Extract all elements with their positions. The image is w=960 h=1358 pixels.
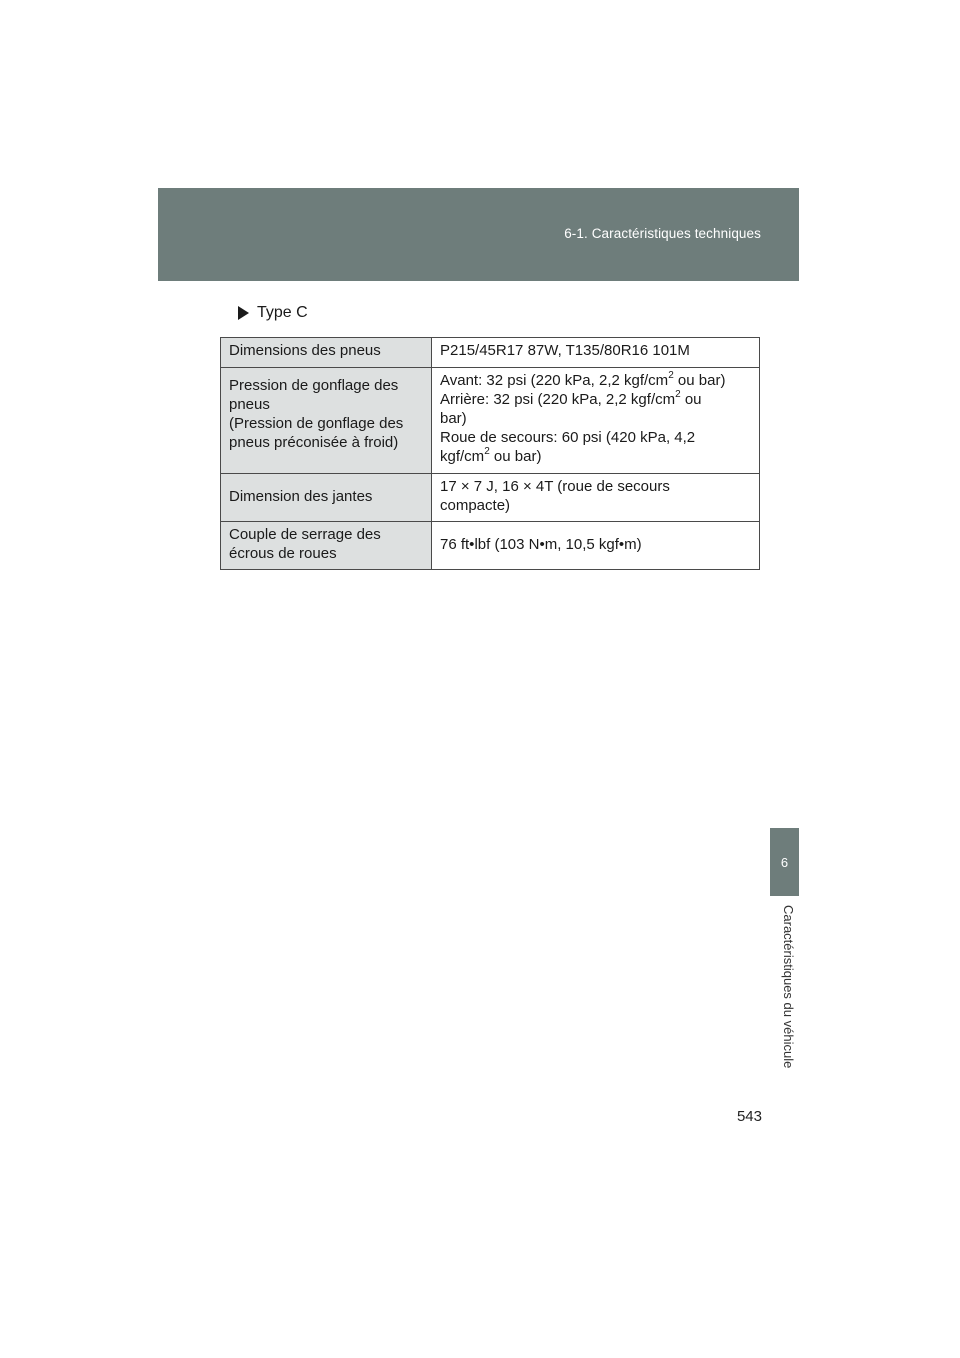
type-heading bbox=[238, 304, 308, 322]
row-label bbox=[221, 338, 432, 368]
row-label bbox=[221, 368, 432, 474]
row-label-text: Dimension des jantes bbox=[229, 487, 373, 505]
row-value-text: 76 ft•lbf (103 N•m, 10,5 kgf•m) bbox=[440, 535, 642, 553]
row-value-line bbox=[440, 390, 751, 409]
row-value-line: Roue de secours: 60 psi (420 kPa, 4,2 bbox=[440, 429, 696, 446]
superscript: 2 bbox=[484, 446, 490, 457]
row-label bbox=[221, 522, 432, 570]
section-title: 6-1. Caractéristiques techniques bbox=[564, 226, 761, 241]
row-value-line: compacte) bbox=[440, 497, 511, 514]
row-value-line bbox=[440, 447, 751, 466]
row-value-text: P215/45R17 87W, T135/80R16 101M bbox=[440, 342, 690, 359]
triangle-bullet-icon bbox=[238, 306, 249, 320]
value-fragment: kgf/cm bbox=[440, 448, 485, 465]
value-fragment: ou bar) bbox=[489, 448, 542, 465]
superscript: 2 bbox=[668, 370, 674, 381]
row-label-line: pneus bbox=[229, 396, 270, 413]
row-label-line: Couple de serrage des bbox=[229, 526, 381, 543]
value-fragment: ou bbox=[680, 391, 702, 408]
value-fragment: Arrière: 32 psi (220 kPa, 2,2 kgf/cm bbox=[440, 391, 676, 408]
chapter-number: 6 bbox=[780, 854, 789, 870]
value-fragment: ou bar) bbox=[673, 372, 726, 389]
row-label-line: écrous de roues bbox=[229, 545, 337, 562]
row-value bbox=[432, 474, 760, 522]
table-row bbox=[221, 368, 760, 474]
row-value bbox=[432, 338, 760, 368]
value-fragment: Avant: 32 psi (220 kPa, 2,2 kgf/cm bbox=[440, 372, 669, 389]
chapter-label: Caractéristiques du véhicule bbox=[781, 905, 796, 1069]
table-row bbox=[221, 522, 760, 570]
table-row bbox=[221, 338, 760, 368]
row-value bbox=[432, 522, 760, 570]
table-row bbox=[221, 474, 760, 522]
row-value-line: bar) bbox=[440, 410, 467, 427]
row-label-line: (Pression de gonflage des bbox=[229, 415, 404, 432]
superscript: 2 bbox=[675, 389, 681, 400]
row-label-line: pneus préconisée à froid) bbox=[229, 434, 399, 451]
row-label-text: Dimensions des pneus bbox=[229, 342, 381, 359]
row-value-line bbox=[440, 371, 751, 390]
row-label bbox=[221, 474, 432, 522]
spec-table bbox=[220, 337, 760, 570]
row-label-line: Pression de gonflage des bbox=[229, 377, 399, 394]
chapter-tab[interactable] bbox=[770, 828, 799, 896]
row-value-line: 17 × 7 J, 16 × 4T (roue de secours bbox=[440, 478, 670, 495]
header-band bbox=[158, 188, 799, 281]
page-number: 543 bbox=[736, 1108, 762, 1125]
type-heading-text: Type C bbox=[257, 304, 308, 321]
row-value bbox=[432, 368, 760, 474]
